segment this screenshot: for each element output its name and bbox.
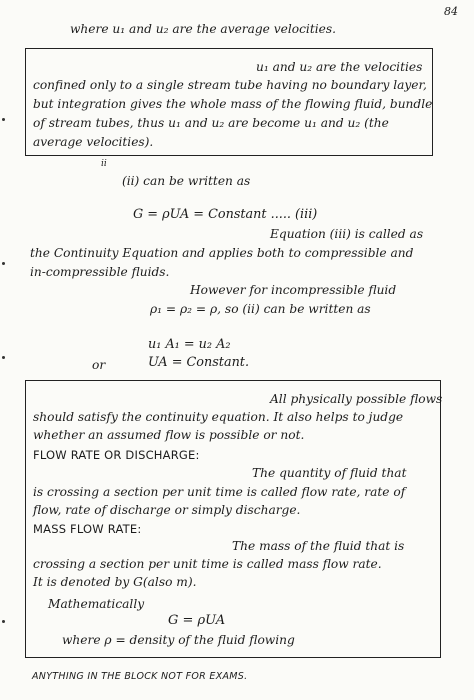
box2-line-5: is crossing a section per unit time is called flow rate, rate of [33,485,406,499]
box2-line-1: All physically possible flows [270,392,443,406]
box2-line-7: The mass of the fluid that is [232,539,405,553]
box2-line-8: crossing a section per unit time is called mass flow rate. [33,557,382,571]
box1-line-5: average velocities). [33,135,154,149]
box1-line-1: u₁ and u₂ are the velocities [256,60,423,74]
margin-dot [2,620,5,623]
body-line-6: ρ₁ = ρ₂ = ρ, so (ii) can be written as [150,302,371,316]
body-line-5: However for incompressible fluid [190,283,397,297]
page-number: 84 [444,5,458,18]
stray-mark: ii [101,159,107,169]
or-label: or [92,358,106,372]
margin-dot [2,356,5,359]
box2-line-2: should satisfy the continuity equation. It also helps to judge [33,410,404,424]
equation-3: UA = Constant. [148,355,250,370]
body-line-2: Equation (iii) is called as [270,227,424,241]
box1-line-4: of stream tubes, thus u₁ and u₂ are become u₁ and u₂ (the [33,116,389,130]
heading-flow-rate: FLOW RATE OR DISCHARGE: [33,448,200,462]
body-line-1: (ii) can be written as [122,174,251,188]
box1-line-3: but integration gives the whole mass of the flowing fluid, bundle [33,97,433,111]
box2-line-3: whether an assumed flow is possible or not. [33,428,305,442]
box2-line-11: where ρ = density of the fluid flowing [62,633,295,647]
box2-line-6: flow, rate of discharge or simply discharge. [33,503,301,517]
margin-dot [2,262,5,265]
margin-dot [2,118,5,121]
heading-mass-flow-rate: MASS FLOW RATE: [33,522,142,536]
body-line-4: in-compressible fluids. [30,265,170,279]
box2-line-4: The quantity of fluid that [252,466,407,480]
box1-line-2: confined only to a single stream tube having no boundary layer, [33,78,427,92]
equation-continuity: G = ρUA = Constant ..... (iii) [133,207,318,222]
box2-line-9: It is denoted by G(also m). [33,575,197,589]
equation-2: u₁ A₁ = u₂ A₂ [148,337,231,352]
footer-note: ANYTHING IN THE BLOCK NOT FOR EXAMS. [32,671,248,682]
intro-line: where u₁ and u₂ are the average velocities. [70,22,336,36]
equation-mass-flow: G = ρUA [168,613,226,628]
box2-line-10: Mathematically [48,597,145,611]
body-line-3: the Continuity Equation and applies both to compressible and [30,246,414,260]
